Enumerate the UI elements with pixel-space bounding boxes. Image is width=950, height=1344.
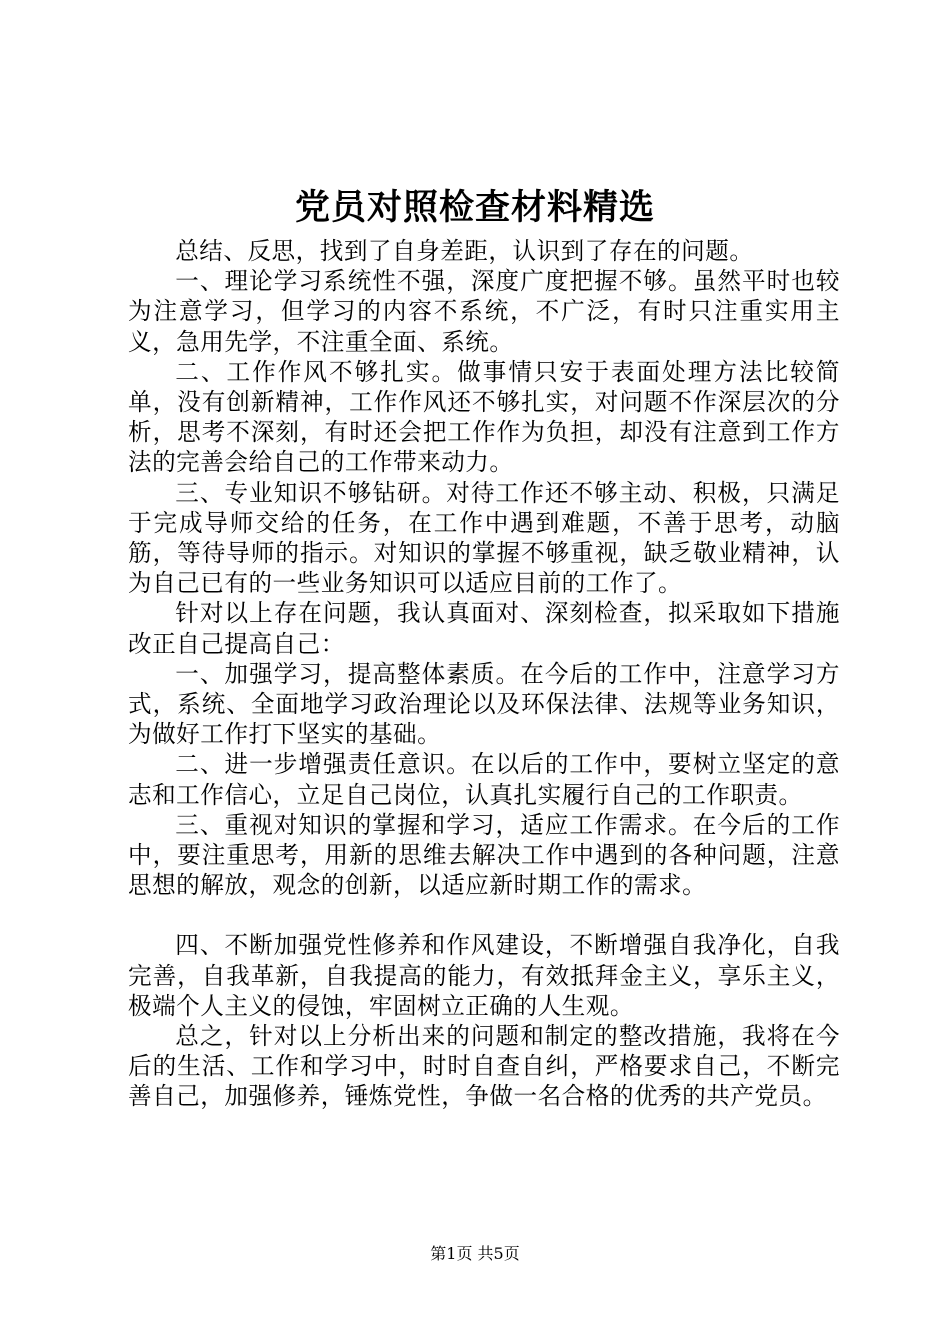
paragraph: 一、加强学习，提高整体素质。在今后的工作中，注意学习方式，系统、全面地学习政治理论以及环保法律、法规等业务知识，为做好工作打下坚实的基础。 xyxy=(128,659,840,749)
paragraph: 针对以上存在问题，我认真面对、深刻检查，拟采取如下措施改正自己提高自己： xyxy=(128,599,840,658)
page-title: 党员对照检查材料精选 xyxy=(294,187,655,228)
document-body xyxy=(128,236,840,1112)
paragraph: 三、重视对知识的掌握和学习，适应工作需求。在今后的工作中，要注重思考，用新的思维去解决工作中遇到的各种问题，注意思想的解放，观念的创新，以适应新时期工作的需求。 xyxy=(128,810,840,900)
paragraph: 总之，针对以上分析出来的问题和制定的整改措施，我将在今后的生活、工作和学习中，时时自查自纠，严格要求自己，不断完善自己，加强修养，锤炼党性，争做一名合格的优秀的共产党员。 xyxy=(128,1022,840,1111)
paragraph: 四、不断加强党性修养和作风建设，不断增强自我净化，自我完善，自我革新，自我提高的能力，有效抵拜金主义，享乐主义，极端个人主义的侵蚀，牢固树立正确的人生观。 xyxy=(128,931,840,1020)
paragraph: 二、进一步增强责任意识。在以后的工作中，要树立坚定的意志和工作信心，立足自己岗位，认真扎实履行自己的工作职责。 xyxy=(128,750,840,809)
page-footer: 第1页 共5页 xyxy=(430,1244,520,1263)
paragraph: 三、专业知识不够钻研。对待工作还不够主动、积极，只满足于完成导师交给的任务，在工作中遇到难题，不善于思考，动脑筋，等待导师的指示。对知识的掌握不够重视，缺乏敬业精神，认为自己已有的一些业务知识可以适应目前的工作了。 xyxy=(128,478,840,598)
paragraph: 二、工作作风不够扎实。做事情只安于表面处理方法比较简单，没有创新精神，工作作风还不够扎实，对问题不作深层次的分析，思考不深刻，有时还会把工作作为负担，却没有注意到工作方法的完善会给自己的工作带来动力。 xyxy=(128,357,840,477)
paragraph: 总结、反思，找到了自身差距，认识到了存在的问题。 xyxy=(175,237,754,265)
paragraph: 一、理论学习系统性不强，深度广度把握不够。虽然平时也较为注意学习，但学习的内容不系统，不广泛，有时只注重实用主义，急用先学，不注重全面、系统。 xyxy=(128,267,840,356)
